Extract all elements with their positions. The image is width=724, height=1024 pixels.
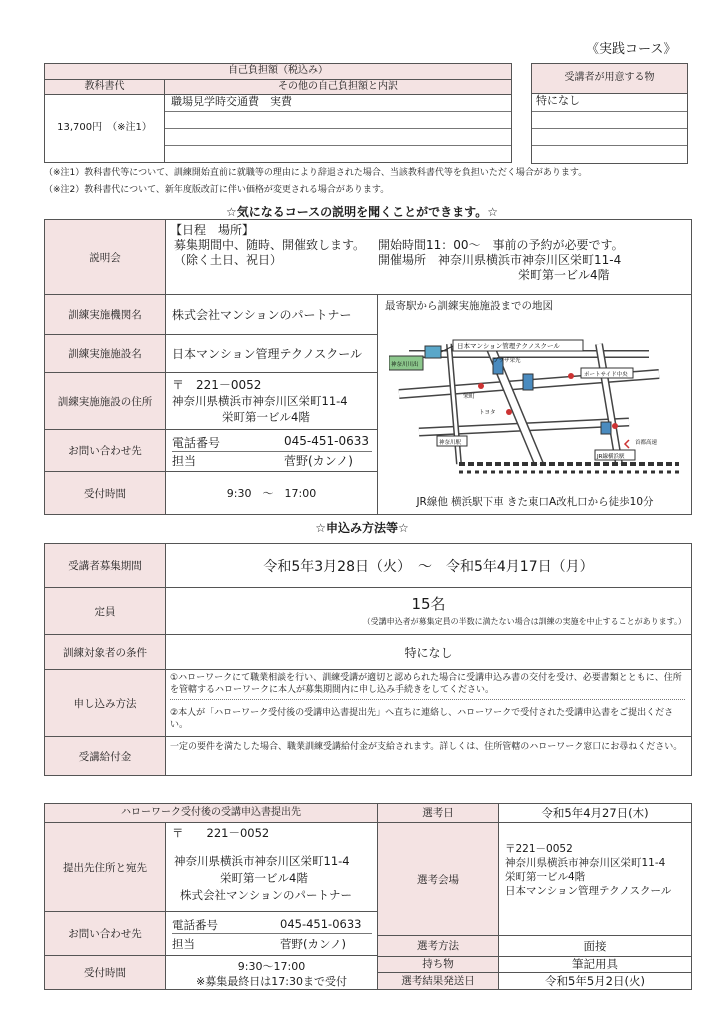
note-1: （※注1）教科書代等について、訓練開始直前に就職等の理由により辞退された場合、当該教科書代等を負担いただく場合があります。 bbox=[44, 168, 588, 178]
map-label-yokohama: JR線横浜駅 bbox=[597, 454, 625, 460]
map-label-school: 日本マンション管理テクノスクール bbox=[457, 342, 560, 350]
selection-venue-3: 日本マンション管理テクノスクール bbox=[505, 885, 672, 897]
map-label-sakaemachi: 栄町 bbox=[463, 393, 476, 400]
cost-table bbox=[44, 63, 512, 163]
submit-address-1: 神奈川県横浜市神奈川区栄町11-4 bbox=[174, 854, 350, 868]
map-label-kanagawa: 神奈川川出 bbox=[391, 362, 419, 368]
bring-table bbox=[531, 63, 688, 164]
map-label-toyota: トヨタ bbox=[479, 410, 496, 416]
org-value: 株式会社マンションのパートナー bbox=[166, 295, 377, 335]
start-time-line: 開始時間11：00～ 事前の予約が必要です。 bbox=[378, 238, 624, 252]
access-map bbox=[389, 314, 685, 490]
venue-line1: 開催場所 神奈川県横浜市神奈川区栄町11-4 bbox=[378, 253, 622, 267]
apply-section bbox=[44, 543, 692, 776]
map-label-plaza: プラザ栄光 bbox=[493, 358, 521, 364]
setsumeikai-body bbox=[166, 220, 691, 295]
submit-hours-note: ※募集最終日は17:30まで受付 bbox=[196, 975, 347, 988]
contact-value bbox=[166, 430, 377, 472]
venue-line2: 栄町第一ビル4階 bbox=[518, 268, 610, 282]
contact-label: お問い合わせ先 bbox=[45, 430, 166, 472]
selection-date-value: 令和5年4月27日(木) bbox=[499, 804, 691, 823]
address-zip: 〒 221－0052 bbox=[172, 378, 262, 392]
schedule-line2: （除く土日、祝日） bbox=[174, 253, 283, 267]
person-label: 担当 bbox=[172, 454, 197, 468]
facility-label: 訓練実施施設名 bbox=[45, 335, 166, 373]
bring-value: 特になし bbox=[532, 94, 687, 112]
hours-label: 受付時間 bbox=[45, 472, 166, 514]
bottom-section bbox=[44, 803, 692, 990]
textbook-value: 13,700円 （※注1） bbox=[45, 95, 165, 163]
selection-result-value: 令和5年5月2日(火) bbox=[545, 974, 645, 988]
submit-address-label: 提出先住所と宛先 bbox=[45, 823, 166, 912]
selection-method-label: 選考方法 bbox=[378, 936, 499, 957]
submit-person-value: 菅野(カンノ) bbox=[280, 937, 347, 951]
map-title: 最寄駅から訓練実施施設までの地図 bbox=[385, 300, 553, 312]
condition-label: 訓練対象者の条件 bbox=[45, 635, 166, 670]
selection-venue-1: 神奈川県横浜市神奈川区栄町11-4 bbox=[505, 857, 666, 869]
map-label-portside: ポートサイド中央 bbox=[584, 372, 628, 378]
submit-hours-value: 9:30～17:00 bbox=[237, 960, 306, 973]
selection-result-label: 選考結果発送日 bbox=[378, 973, 499, 989]
address-line1: 神奈川県横浜市神奈川区栄町11-4 bbox=[172, 394, 348, 408]
address-line2: 栄町第一ビル4階 bbox=[222, 410, 310, 424]
self-pay-header: 自己負担額（税込み） bbox=[45, 64, 512, 80]
selection-venue-label: 選考会場 bbox=[378, 823, 499, 936]
other-cost-header: その他の自己負担額と内訳 bbox=[165, 79, 512, 95]
benefit-label: 受講給付金 bbox=[45, 737, 166, 775]
info-section bbox=[44, 219, 692, 515]
textbook-header: 教科書代 bbox=[45, 79, 165, 95]
org-label: 訓練実施機関名 bbox=[45, 295, 166, 335]
submit-header: ハローワーク受付後の受講申込書提出先 bbox=[45, 804, 378, 823]
course-tag: 《実践コース》 bbox=[586, 42, 677, 57]
capacity-label: 定員 bbox=[45, 588, 166, 635]
facility-value: 日本マンション管理テクノスクール bbox=[166, 335, 377, 373]
address-label: 訓練実施施設の住所 bbox=[45, 373, 166, 430]
selection-items-label: 持ち物 bbox=[378, 957, 499, 973]
method-label: 申し込み方法 bbox=[45, 670, 166, 737]
map-label-kanagawa-station: 神奈川駅 bbox=[439, 440, 462, 446]
selection-method-value: 面接 bbox=[499, 936, 691, 957]
capacity-note: （受講申込者が募集定員の半数に満たない場合は訓練の実施を中止することがあります。） bbox=[362, 617, 686, 626]
apply-title: ☆申込み方法等☆ bbox=[315, 521, 409, 535]
selection-venue-zip: 〒221－0052 bbox=[505, 843, 573, 855]
bring-header: 受講者が用意する物 bbox=[532, 64, 688, 94]
tel-value: 045-451-0633 bbox=[284, 434, 370, 448]
hours-value: 9:30 ～ 17:00 bbox=[226, 487, 317, 500]
selection-items-value: 筆記用具 bbox=[499, 957, 691, 973]
other-cost-value: 職場見学時交通費 実費 bbox=[165, 95, 511, 112]
submit-address-2: 栄町第一ビル4階 bbox=[220, 871, 308, 885]
address-value bbox=[166, 373, 377, 430]
submit-person-label: 担当 bbox=[172, 937, 195, 951]
person-value: 菅野(カンノ) bbox=[284, 454, 353, 468]
selection-date-label: 選考日 bbox=[378, 804, 499, 823]
submit-address-3: 株式会社マンションのパートナー bbox=[180, 888, 352, 902]
submit-hours-label: 受付時間 bbox=[45, 956, 166, 989]
tel-label: 電話番号 bbox=[172, 436, 221, 450]
map-caption: JR線他 横浜駅下車 きた東口A改札口から徒歩10分 bbox=[416, 496, 654, 508]
selection-venue-2: 栄町第一ビル4階 bbox=[505, 871, 586, 883]
note-2: （※注2）教科書代について、新年度版改訂に伴い価格が変更される場合があります。 bbox=[44, 185, 390, 195]
condition-value: 特になし bbox=[166, 635, 691, 670]
submit-zip: 〒 221－0052 bbox=[172, 826, 270, 840]
submit-contact-label: お問い合わせ先 bbox=[45, 912, 166, 956]
submit-tel-value: 045-451-0633 bbox=[280, 917, 362, 931]
submit-tel-label: 電話番号 bbox=[172, 918, 218, 932]
period-value: 令和5年3月28日（火） ～ 令和5年4月17日（月） bbox=[166, 544, 691, 588]
map-label-shutoko: 首都高速 bbox=[635, 440, 658, 446]
capacity-value: 15名 bbox=[411, 595, 446, 613]
period-label: 受講者募集期間 bbox=[45, 544, 166, 588]
schedule-head: 【日程 場所】 bbox=[170, 223, 255, 237]
explain-title: ☆気になるコースの説明を聞くことができます。☆ bbox=[226, 205, 498, 219]
benefit-value: 一定の要件を満たした場合、職業訓練受講給付金が支給されます。詳しくは、住所管轄のハローワーク窓口にお尋ねください。 bbox=[170, 742, 683, 752]
map-drawing bbox=[389, 314, 685, 490]
setsumeikai-label: 説明会 bbox=[45, 220, 166, 295]
method-step-1: ①ハローワークにて職業相談を行い、訓練受講が適切と認められた場合に受講申込み書の交付を受け、必要書類とともに、住所を管轄するハローワークに本人が募集期間内に申し込み手続きをしてください。 bbox=[170, 673, 685, 700]
method-step-2: ②本人が「ハローワーク受付後の受講申込書提出先」へ直ちに連絡し、ハローワークで受付された受講申込書をご提出ください。 bbox=[170, 708, 674, 730]
schedule-line1: 募集期間中、随時、開催致します。 bbox=[174, 238, 366, 252]
